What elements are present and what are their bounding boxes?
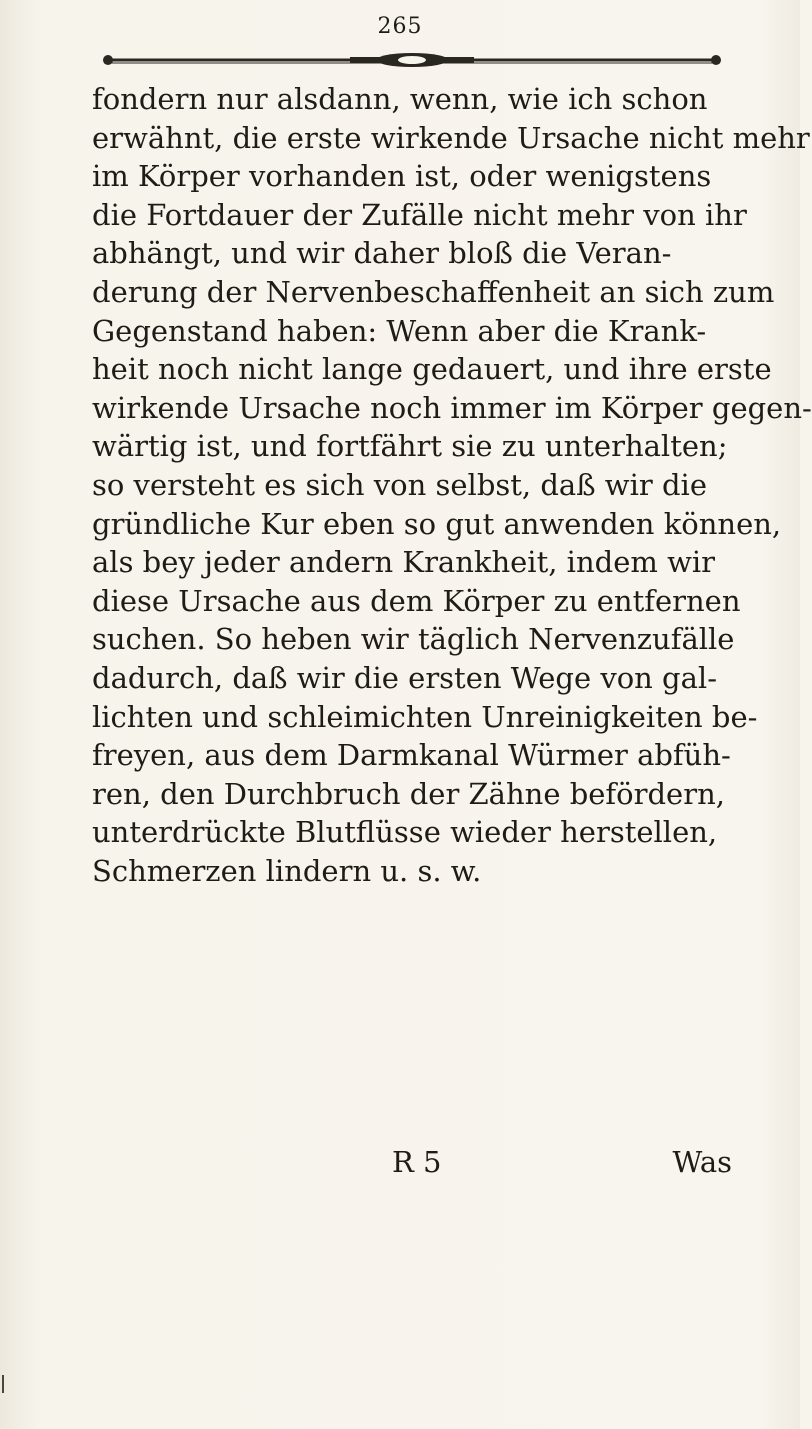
text-line: wirkende Ursache noch immer im Körper gegen- (92, 390, 812, 425)
signature-mark: R 5 (392, 1145, 442, 1179)
page-number: 265 (377, 14, 423, 39)
catchword: Was (672, 1145, 732, 1179)
text-line: Schmerzen lindern u. s. w. (92, 853, 482, 888)
body-text (92, 80, 812, 890)
text-line: ren, den Durchbruch der Zähne befördern, (92, 776, 725, 811)
text-line: diese Ursache aus dem Körper zu entfernen (92, 583, 741, 618)
text-line: suchen. So heben wir täglich Nervenzufälle (92, 622, 735, 657)
text-line: wärtig ist, und fortfährt sie zu unterhalten; (92, 429, 728, 464)
text-line: die Fortdauer der Zufälle nicht mehr von ihr (92, 197, 747, 232)
scan-edge-mark (2, 1375, 4, 1393)
text-line: so versteht es sich von selbst, daß wir die (92, 467, 707, 502)
text-line: lichten und schleimichten Unreinigkeiten be- (92, 699, 758, 734)
text-line: fondern nur alsdann, wenn, wie ich schon (92, 82, 708, 116)
text-line: derung der Nervenbeschaffenheit an sich zum (92, 274, 775, 309)
text-line: erwähnt, die erste wirkende Ursache nicht mehr (92, 120, 810, 155)
text-line: im Körper vorhanden ist, oder wenigstens (92, 159, 712, 194)
text-line: abhängt, und wir daher bloß die Veran- (92, 236, 672, 271)
text-line: dadurch, daß wir die ersten Wege von gal- (92, 660, 717, 695)
page-footer (92, 1145, 732, 1185)
text-line: unterdrückte Blutflüsse wieder herstellen, (92, 815, 718, 850)
text-line: freyen, aus dem Darmkanal Würmer abfüh- (92, 738, 731, 773)
text-line: als bey jeder andern Krankheit, indem wir (92, 545, 716, 580)
ornamental-rule (100, 52, 724, 68)
text-line: gründliche Kur eben so gut anwenden können, (92, 506, 782, 541)
text-line: heit noch nicht lange gedauert, und ihre erste (92, 352, 772, 387)
text-line: Gegenstand haben: Wenn aber die Krank- (92, 313, 707, 348)
